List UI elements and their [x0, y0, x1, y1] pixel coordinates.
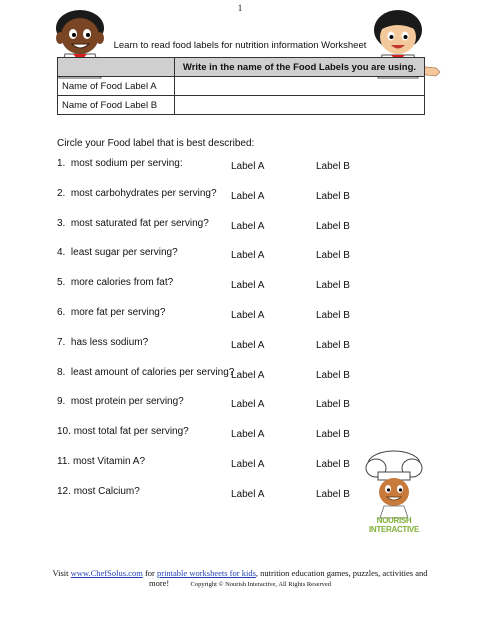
label-a-option[interactable]: Label A — [231, 221, 265, 232]
question-label: most carbohydrates per serving? — [70, 188, 217, 199]
label-b-option[interactable]: Label B — [316, 310, 350, 321]
table-header: Write in the name of the Food Labels you are using. — [175, 58, 425, 77]
label-a-option[interactable]: Label A — [231, 370, 265, 381]
question-label: has less sodium? — [70, 337, 149, 348]
worksheet-title: Learn to read food labels for nutrition information Worksheet — [113, 40, 367, 51]
question-label: most Calcium? — [73, 486, 140, 497]
question-number: 10. — [57, 426, 71, 437]
label-a-option[interactable]: Label A — [231, 459, 265, 470]
label-a-option[interactable]: Label A — [231, 161, 265, 172]
question-text — [57, 486, 140, 497]
label-a-option[interactable]: Label A — [231, 280, 265, 291]
question-label: most sodium per serving: — [70, 158, 183, 169]
question-label: most total fat per serving? — [73, 426, 189, 437]
footer-visit: Visit — [52, 568, 69, 578]
label-a-option[interactable]: Label A — [231, 399, 265, 410]
label-b-option[interactable]: Label B — [316, 161, 350, 172]
label-a-name-cell: Name of Food Label A — [58, 77, 175, 96]
label-a-option[interactable]: Label A — [231, 191, 265, 202]
label-a-option[interactable]: Label A — [231, 310, 265, 321]
label-b-option[interactable]: Label B — [316, 221, 350, 232]
instructions-text: Circle your Food label that is best described: — [57, 138, 255, 149]
label-b-option[interactable]: Label B — [316, 459, 350, 470]
copyright: Copyright © Nourish Interactive, All Rights Reserved — [190, 581, 332, 588]
logo-text: NOURISH INTERACTIVE — [368, 516, 420, 534]
question-label: most protein per serving? — [70, 396, 184, 407]
question-text — [57, 396, 184, 407]
question-number: 2. — [57, 188, 66, 199]
question-label: more fat per serving? — [70, 307, 166, 318]
question-number: 1. — [57, 158, 66, 169]
footer — [0, 568, 480, 590]
worksheets-link[interactable]: printable worksheets for kids — [156, 568, 256, 578]
question-text — [57, 307, 165, 318]
question-label: most Vitamin A? — [72, 456, 146, 467]
question-text — [57, 158, 183, 169]
footer-rest: , nutrition education games, puzzles, activities and — [255, 568, 428, 578]
question-text — [57, 277, 173, 288]
label-b-option[interactable]: Label B — [316, 280, 350, 291]
question-text — [57, 426, 189, 437]
label-a-option[interactable]: Label A — [231, 489, 265, 500]
label-b-option[interactable]: Label B — [316, 340, 350, 351]
site-link[interactable]: www.ChefSolus.com — [70, 568, 143, 578]
question-label: least amount of calories per serving? — [70, 367, 235, 378]
label-b-input-cell[interactable] — [175, 96, 425, 115]
label-a-option[interactable]: Label A — [231, 340, 265, 351]
question-number: 5. — [57, 277, 66, 288]
footer-more: more! — [148, 578, 170, 588]
question-label: most saturated fat per serving? — [70, 218, 209, 229]
question-number: 9. — [57, 396, 66, 407]
label-b-option[interactable]: Label B — [316, 489, 350, 500]
label-b-option[interactable]: Label B — [316, 429, 350, 440]
question-text — [57, 367, 234, 378]
question-text — [57, 218, 209, 229]
question-number: 3. — [57, 218, 66, 229]
label-b-option[interactable]: Label B — [316, 191, 350, 202]
label-b-option[interactable]: Label B — [316, 370, 350, 381]
question-number: 12. — [57, 486, 71, 497]
footer-for: for — [144, 568, 155, 578]
question-number: 6. — [57, 307, 66, 318]
question-number: 11. — [57, 456, 71, 467]
question-label: more calories from fat? — [70, 277, 174, 288]
question-text — [57, 337, 148, 348]
label-b-option[interactable]: Label B — [316, 399, 350, 410]
question-text — [57, 247, 178, 258]
question-text — [57, 456, 145, 467]
label-a-input-cell[interactable] — [175, 77, 425, 96]
question-number: 8. — [57, 367, 66, 378]
label-b-name-cell: Name of Food Label B — [58, 96, 175, 115]
food-label-table — [57, 57, 425, 115]
question-label: least sugar per serving? — [70, 247, 178, 258]
label-b-option[interactable]: Label B — [316, 250, 350, 261]
question-number: 7. — [57, 337, 66, 348]
page-number: 1 — [237, 3, 243, 13]
question-number: 4. — [57, 247, 66, 258]
label-a-option[interactable]: Label A — [231, 250, 265, 261]
question-text — [57, 188, 217, 199]
table-corner-cell — [58, 58, 175, 77]
label-a-option[interactable]: Label A — [231, 429, 265, 440]
